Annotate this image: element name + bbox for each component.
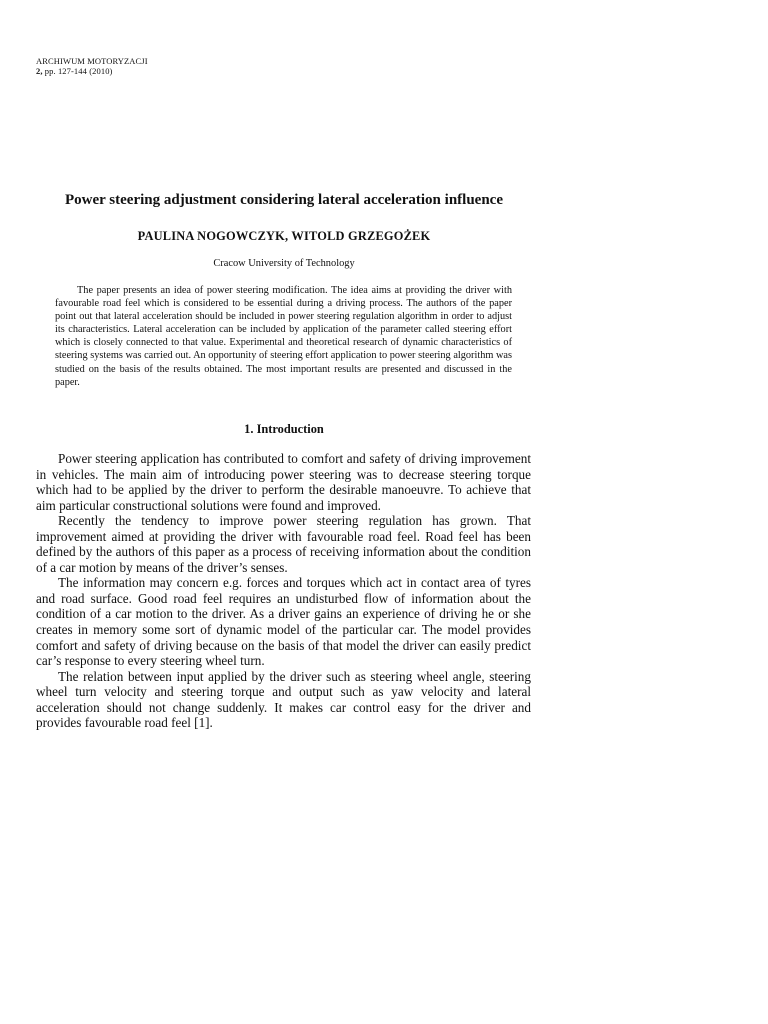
journal-citation — [36, 66, 148, 76]
journal-volume: 2, — [36, 66, 43, 76]
body-paragraph: Power steering application has contributed to comfort and safety of driving improvement in vehicles. The main aim of introducing power steering was to decrease steering torque which had to be applied by the driver to perform the desirable manoeuvre. To achieve that aim particular constructional solutions were found and improved. — [36, 451, 531, 513]
section-heading: 1. Introduction — [244, 422, 324, 436]
paper-title: Power steering adjustment considering lateral acceleration influence — [65, 192, 503, 208]
journal-name: ARCHIWUM MOTORYZACJI — [36, 56, 148, 66]
paper-affiliation: Cracow University of Technology — [213, 258, 355, 269]
journal-header — [36, 56, 148, 76]
section-body — [36, 451, 531, 731]
body-paragraph: The information may concern e.g. forces and torques which act in contact area of tyres and road surface. Good road feel requires an undisturbed flow of information about the condition of a car motion to the driver. As a driver gains an experience of driving he or she creates in memory some sort of dynamic model of the particular car. The model provides comfort and safety of driving because on the basis of that model the driver can easily predict car’s response to every steering wheel turn. — [36, 575, 531, 669]
body-paragraph: The relation between input applied by the driver such as steering wheel angle, steering wheel turn velocity and steering torque and output such as yaw velocity and lateral acceleration should not change suddenly. It makes car control easy for the driver and provides favourable road feel [1]. — [36, 668, 531, 731]
paper-authors: PAULINA NOGOWCZYK, WITOLD GRZEGOŻEK — [137, 229, 431, 243]
paper-abstract: The paper presents an idea of power steering modification. The idea aims at providing the driver with favourable road feel which is considered to be essential during a driving process. The authors of the paper point out that lateral acceleration should be included in power steering regulation algorithm in order to adjust its characteristics. Lateral acceleration can be included by application of the parameter called steering effort which is closely connected to that value. Experimental and theoretical research of dynamic characteristics of steering systems was carried out. An opportunity of steering effort application to power steering algorithm was studied on the basis of the results obtained. The most important results are presented and discussed in the paper. — [55, 285, 512, 388]
journal-pages: pp. 127-144 (2010) — [42, 66, 113, 76]
body-paragraph: Recently the tendency to improve power steering regulation has grown. That improvement aimed at providing the driver with favourable road feel. Road feel has been defined by the authors of this paper as a process of receiving information about the condition of a car motion by means of the driver’s senses. — [36, 513, 531, 575]
